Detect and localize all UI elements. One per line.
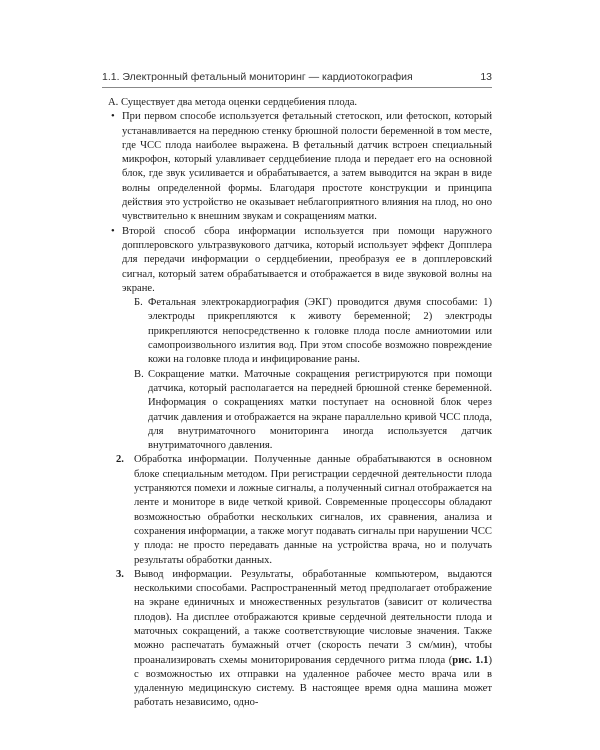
- section-b-text: Фетальная электрокардиография (ЭКГ) проводится двумя способами: 1) электроды прикрепляются к животу беременной; 2) электроды прикрепляются непосредственно к головке плода после амниотомии или самопроизвольного излития вод. При этом способе возможно повреждение кожи на головке плода и инфицирование раны.: [148, 297, 492, 366]
- item-number: 3.: [116, 568, 124, 580]
- page-number: 13: [480, 71, 492, 83]
- item-3-text-start: Вывод информации. Результаты, обработанные компьютером, выдаются несколькими способами. Распространенный метод предполагает отображение на экране единичных и множественных результатов (зависит от количества плодов). На дисплее отображаются кривые сердечной деятельности плода и маточных сокращений, а также соответствующие числовые значения. Также можно распечатать бумажный отчет (скорость печати 3 см/мин), чтобы проанализировать схемы мониторирования сердечного ритма плода (: [134, 568, 492, 666]
- chapter-title: 1.1. Электронный фетальный мониторинг — кардиотокография: [102, 71, 413, 83]
- running-header: [102, 67, 492, 87]
- section-b-label: Б.: [134, 297, 143, 309]
- section-v-label: В.: [134, 368, 144, 380]
- item-3-text-end: ) с возможностью их отправки на удаленное рабочее место врача или в удаленную медицинскую систему. В настоящее время одна машина может работать независимо, одно-: [134, 654, 492, 709]
- figure-reference[interactable]: рис. 1.1: [452, 654, 489, 666]
- list-item-3: [116, 568, 492, 711]
- section-v: [134, 368, 492, 454]
- section-a-intro: А. Существует два метода оценки сердцебиения плода.: [108, 97, 358, 108]
- list-item-2: [116, 453, 492, 567]
- bullet-item: • Второй способ сбора информации используется при помощи наружного допплеровского ультразвукового датчика, который использует эффект Допплера для передачи информации о сердцебиении, преобразуя ее в допплеровский сигнал, который затем обрабатывается и отображается в виде звуковой волны на экране.: [108, 225, 492, 296]
- page-body: [108, 96, 492, 711]
- item-3-text: [134, 568, 492, 711]
- section-b: [134, 296, 492, 367]
- header-rule: [102, 87, 492, 88]
- item-2-text: Обработка информации. Полученные данные обрабатываются в основном блоке специальным методом. При регистрации сердечной деятельности плода устраняются помехи и ложные сигналы, а полученный сигнал отображается на ленте и мониторе в виде четкой кривой. Современные процессоры обладают возможностью обработки нескольких сигналов, их сравнения, анализа и сохранения информации, а также могут подавать сигналы при нарушении ЧСС у плода: не просто передавать данные на устройства врача, но и получать результаты обработки данных.: [134, 454, 492, 566]
- item-number: 2.: [116, 454, 124, 466]
- bullet-item: • При первом способе используется фетальный стетоскоп, или фетоскоп, который устанавливается на переднюю стенку брюшной полости беременной в том месте, где ЧСС плода наиболее выражена. В фетальный датчик встроен специальный микрофон, который улавливает сердцебиение плода и передает его на основной блок, где звук усиливается и обрабатывается, а затем выводится на экран в виде волны определенной формы. Благодаря простоте конструкции и принципа действия это устройство не оказывает неблагоприятного влияния на плод, но оно чувствительно к внешним звукам и сокращениям матки.: [108, 110, 492, 224]
- section-v-text: Сокращение матки. Маточные сокращения регистрируются при помощи датчика, который располагается на передней брюшной стенке беременной. Информация о сокращениях матки поступает на основной блок через датчик давления и отображается на экране параллельно кривой ЧСС плода, для внутриматочного мониторинга иногда используется датчик внутриматочного давления.: [148, 368, 492, 452]
